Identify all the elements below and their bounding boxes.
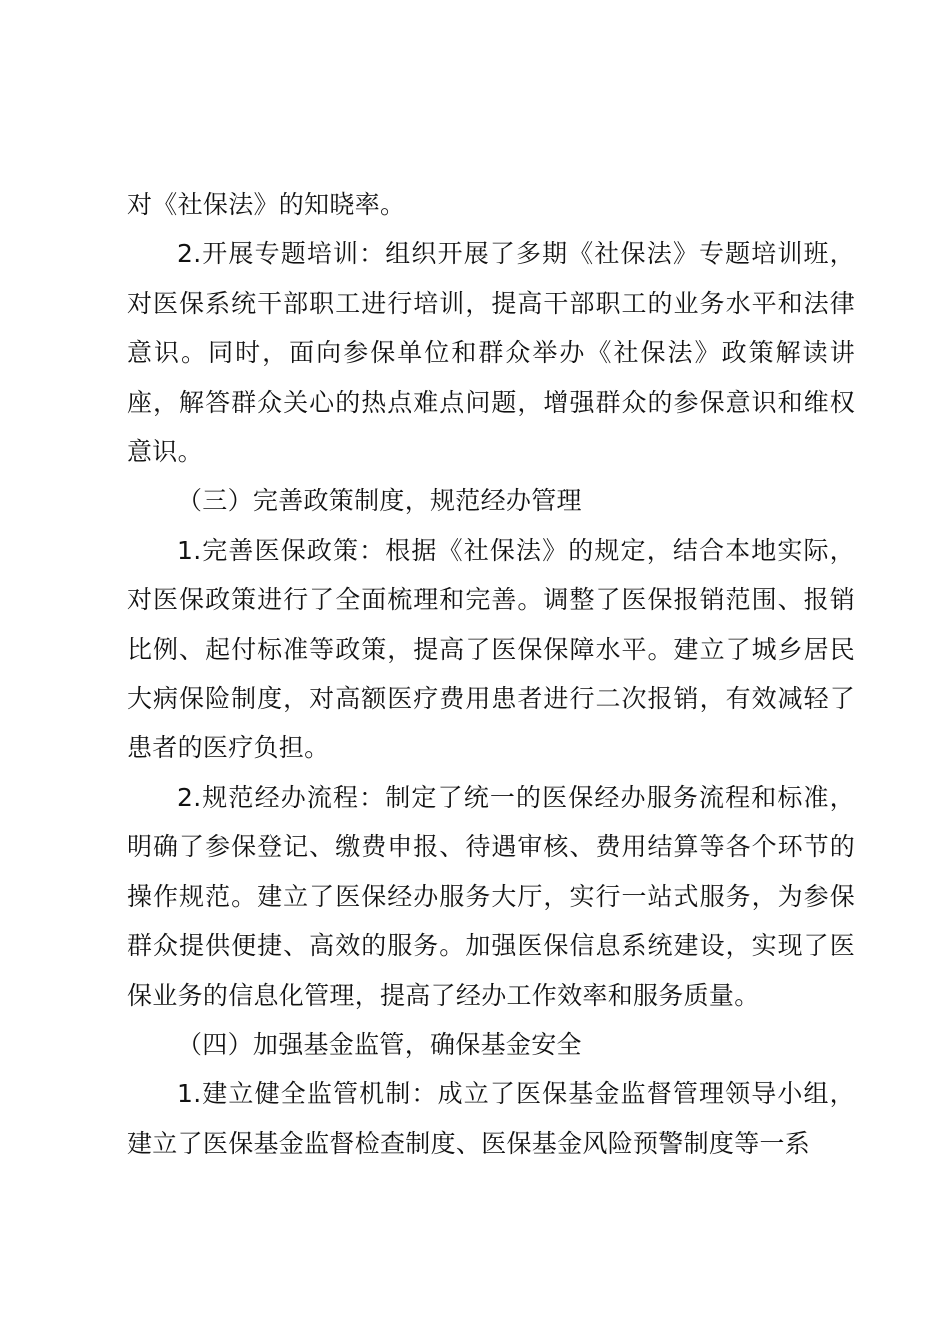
paragraph-supervision: 1.建立健全监管机制：成立了医保基金监督管理领导小组，建立了医保基金监督检查制度、医保基金风险预警制度等一系 bbox=[127, 1079, 855, 1158]
paragraph-training: 2.开展专题培训：组织开展了多期《社保法》专题培训班，对医保系统干部职工进行培训，提高干部职工的业务水平和法律意识。同时，面向参保单位和群众举办《社保法》政策解读讲座，解答群众关心的热点难点问题，增强群众的参保意识和维权意识。 bbox=[127, 239, 855, 467]
body-text bbox=[127, 180, 855, 1168]
section-heading-three: （三）完善政策制度，规范经办管理 bbox=[177, 486, 582, 516]
paragraph-policy: 1.完善医保政策：根据《社保法》的规定，结合本地实际，对医保政策进行了全面梳理和完善。调整了医保报销范围、报销比例、起付标准等政策，提高了医保保障水平。建立了城乡居民大病保险制度，对高额医疗费用患者进行二次报销，有效减轻了患者的医疗负担。 bbox=[127, 535, 855, 763]
section-heading-four: （四）加强基金监管，确保基金安全 bbox=[177, 1029, 582, 1059]
paragraph-continuation: 对《社保法》的知晓率。 bbox=[127, 190, 406, 219]
paragraph-process: 2.规范经办流程：制定了统一的医保经办服务流程和标准，明确了参保登记、缴费申报、待遇审核、费用结算等各个环节的操作规范。建立了医保经办服务大厅，实行一站式服务，为参保群众提供便捷、高效的服务。加强医保信息系统建设，实现了医保业务的信息化管理，提高了经办工作效率和服务质量。 bbox=[127, 782, 855, 1010]
